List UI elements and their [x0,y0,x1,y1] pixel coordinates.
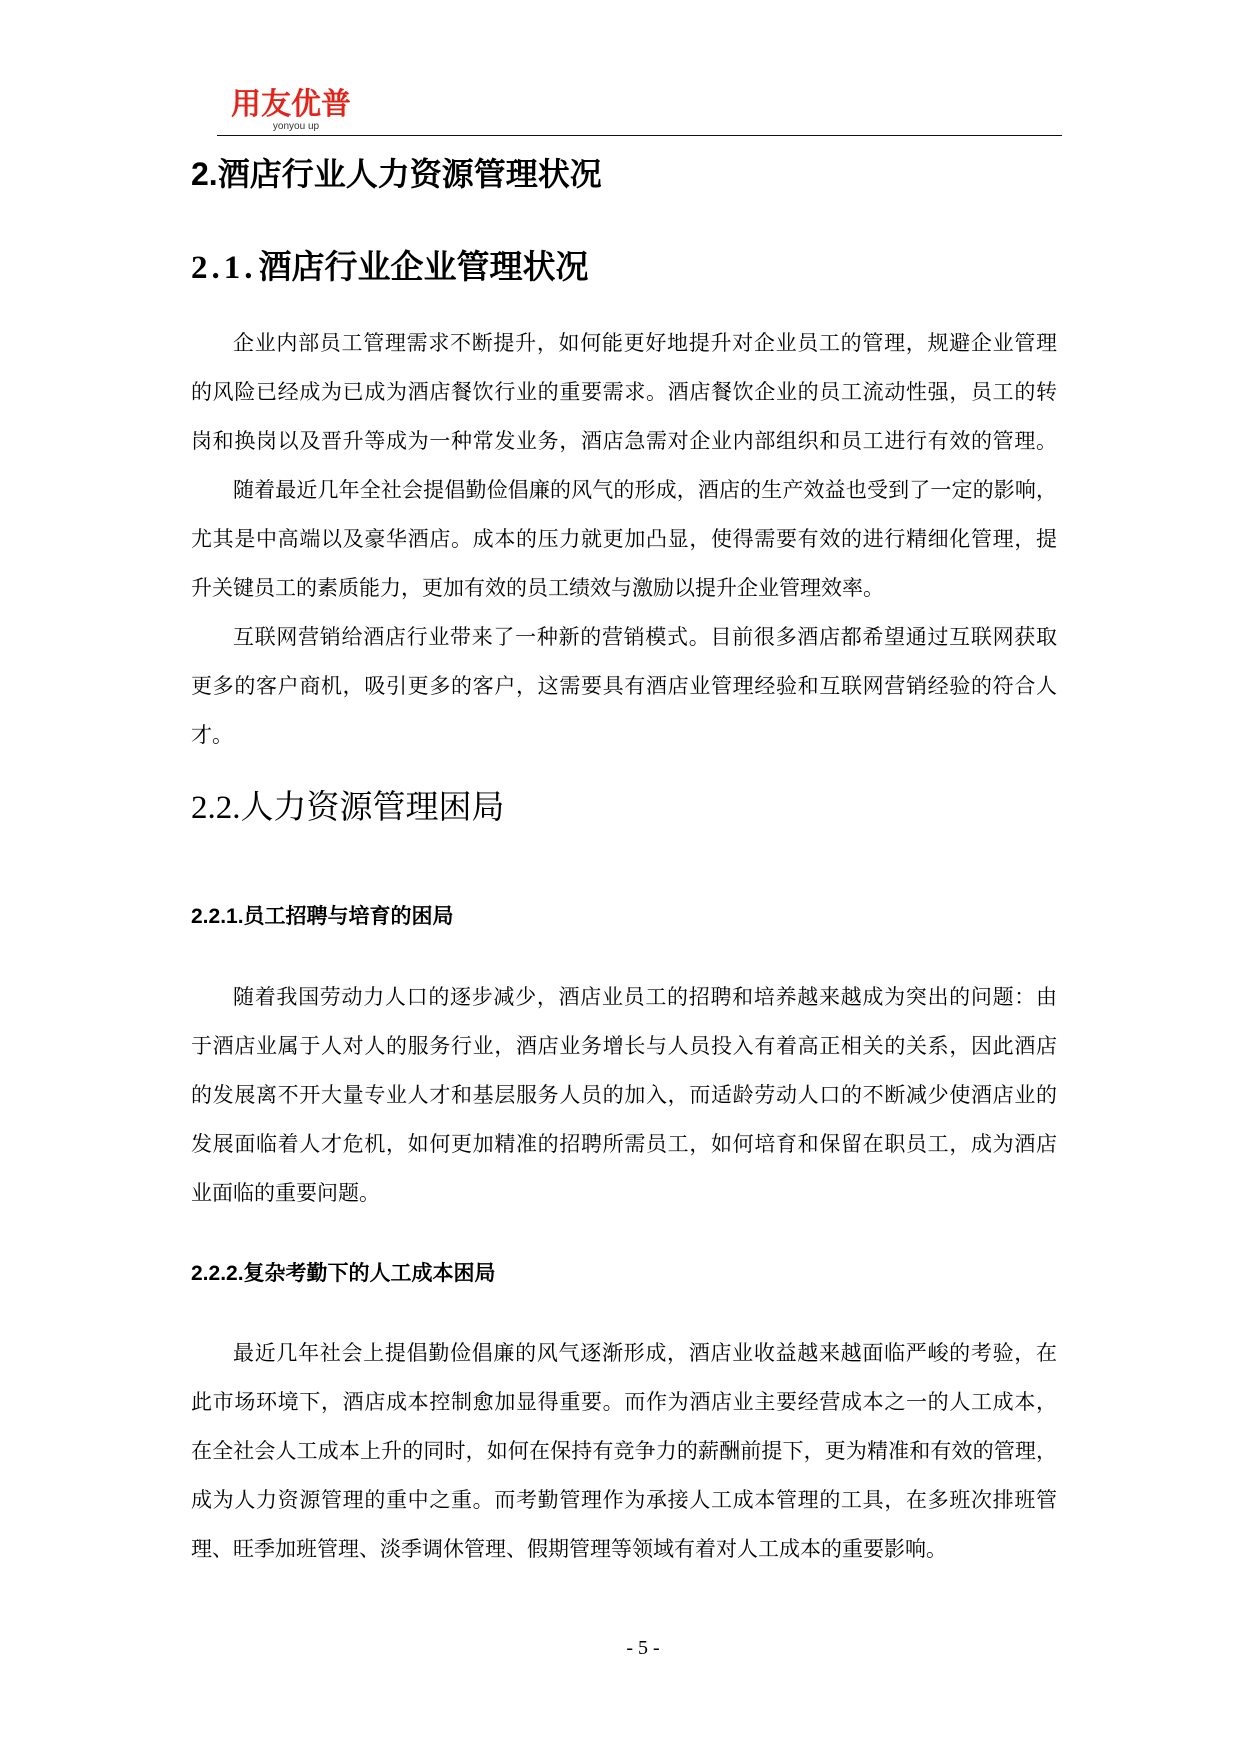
heading-text: 人力资源管理困局 [240,790,505,826]
subsection-heading-2-2-1 [191,902,454,932]
paragraph-line: 发展面临着人才危机，如何更加精准的招聘所需员工，如何培育和保留在职员工，成为酒店 [191,1132,1057,1156]
header-rule [217,135,1062,136]
heading-text: 员工招聘与培育的困局 [243,905,454,928]
paragraph [191,1329,1057,1574]
paragraph-line: 理、旺季加班管理、淡季调休管理、假期管理等领域有着对人工成本的重要影响。 [191,1537,947,1561]
heading-text: 酒店行业企业管理状况 [258,250,589,286]
logo-subtext: yonyou up [272,121,320,132]
paragraph-line: 成为人力资源管理的重中之重。而考勤管理作为承接人工成本管理的工具，在多班次排班管 [191,1488,1057,1512]
logo: 用友优普 [231,87,351,122]
subsection-2-2-1-body [191,973,1057,1218]
paragraph-line: 在全社会人工成本上升的同时，如何在保持有竞争力的薪酬前提下，更为精准和有效的管理， [191,1439,1057,1463]
paragraph-line: 更多的客户商机，吸引更多的客户，这需要具有酒店业管理经验和互联网营销经验的符合人 [191,674,1057,698]
paragraph-line: 的风险已经成为已成为酒店餐饮行业的重要需求。酒店餐饮企业的员工流动性强，员工的转 [191,380,1057,404]
paragraph-line: 于酒店业属于人对人的服务行业，酒店业务增长与人员投入有着高正相关的关系，因此酒店 [191,1034,1057,1058]
heading-number: 2.2.1. [191,905,244,928]
paragraph-line: 最近几年社会上提倡勤俭倡廉的风气逐渐形成，酒店业收益越来越面临严峻的考验，在 [233,1341,1057,1365]
heading-text: 酒店行业人力资源管理状况 [217,156,602,192]
heading-number: 2.2.2. [191,1262,244,1285]
paragraph-line: 升关键员工的素质能力，更加有效的员工绩效与激励以提升企业管理效率。 [191,576,884,600]
paragraph-line: 互联网营销给酒店行业带来了一种新的营销模式。目前很多酒店都希望通过互联网获取 [233,625,1057,649]
paragraph-line: 尤其是中高端以及豪华酒店。成本的压力就更加凸显，使得需要有效的进行精细化管理，提 [191,527,1057,551]
paragraph [191,319,1057,466]
section-heading-2-2 [191,788,505,828]
paragraph-line: 此市场环境下，酒店成本控制愈加显得重要。而作为酒店业主要经营成本之一的人工成本， [191,1390,1057,1414]
paragraph-line: 随着最近几年全社会提倡勤俭倡廉的风气的形成，酒店的生产效益也受到了一定的影响， [233,478,1057,502]
page-number: - 5 - [626,1637,660,1659]
heading-number: 2.2. [191,790,241,826]
paragraph-line: 随着我国劳动力人口的逐步减少，酒店业员工的招聘和培养越来越成为突出的问题：由 [233,985,1057,1009]
subsection-2-2-2-body [191,1329,1057,1574]
paragraph-line: 业面临的重要问题。 [191,1181,380,1205]
section-2-1-body [191,319,1057,760]
paragraph [191,613,1057,760]
paragraph-line: 的发展离不开大量专业人才和基层服务人员的加入，而适龄劳动人口的不断减少使酒店业的 [191,1083,1057,1107]
heading-text: 复杂考勤下的人工成本困局 [243,1262,496,1285]
heading-number: 2. [191,156,218,192]
paragraph-line: 企业内部员工管理需求不断提升，如何能更好地提升对企业员工的管理，规避企业管理 [233,331,1057,355]
subsection-heading-2-2-2 [191,1259,496,1289]
chapter-heading [191,154,602,194]
paragraph [191,973,1057,1218]
paragraph-line: 岗和换岗以及晋升等成为一种常发业务，酒店急需对企业内部组织和员工进行有效的管理。 [191,429,1057,453]
paragraph-line: 才。 [191,723,233,747]
paragraph [191,466,1057,613]
heading-number: 2.1. [191,250,257,286]
section-heading-2-1 [191,248,589,288]
